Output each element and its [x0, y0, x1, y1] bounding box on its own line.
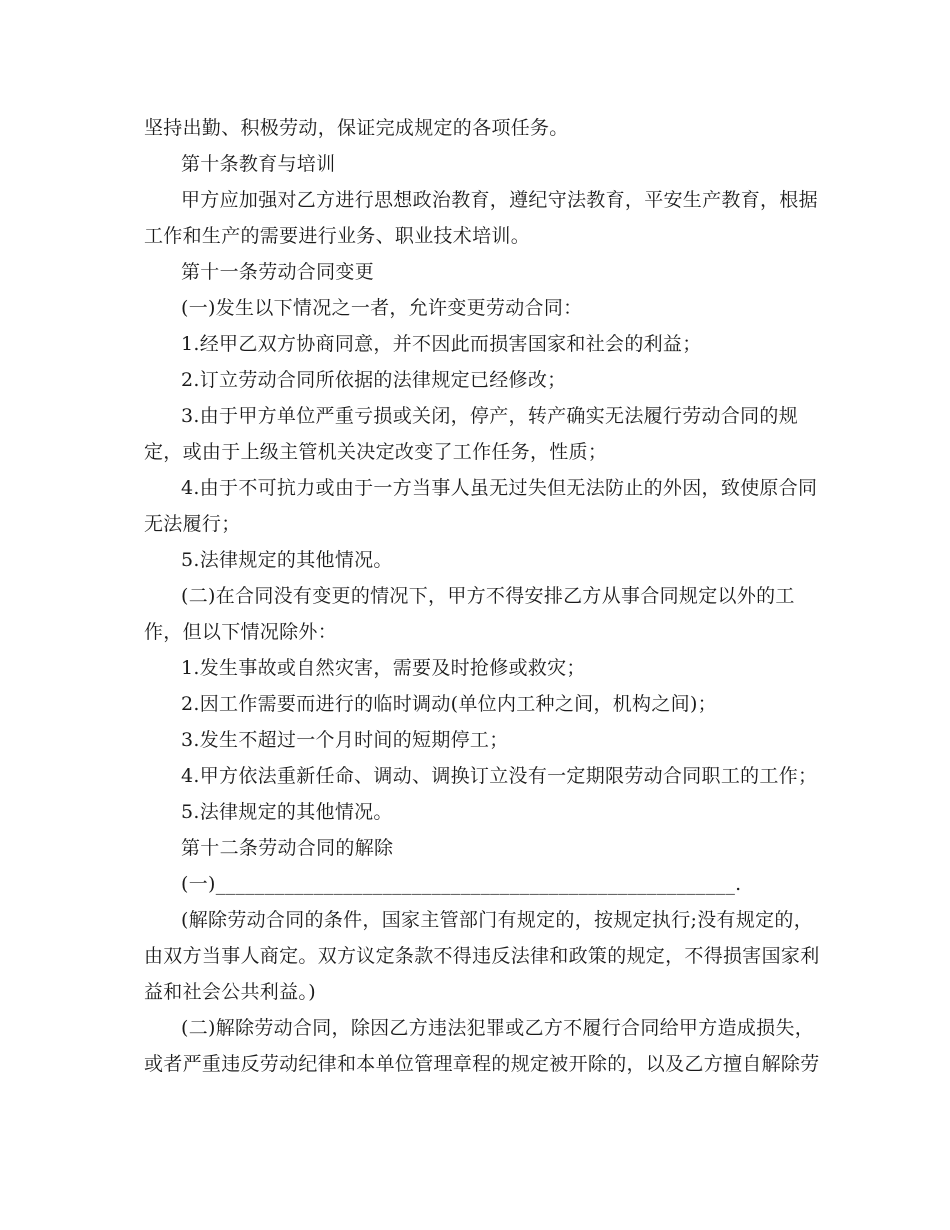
section-heading-11: 第十一条劳动合同变更 [181, 261, 375, 283]
text-line: 无法履行； [144, 513, 241, 535]
list-item: 3.由于甲方单位严重亏损或关闭，停产，转产确实无法履行劳动合同的规 [181, 405, 799, 427]
text-line: (二)在合同没有变更的情况下，甲方不得安排乙方从事合同规定以外的工 [181, 585, 795, 607]
text-line: 作，但以下情况除外： [144, 621, 338, 643]
text-line: (解除劳动合同的条件，国家主管部门有规定的，按规定执行;没有规定的， [181, 909, 814, 931]
text-line: 甲方应加强对乙方进行思想政治教育，遵纪守法教育，平安生产教育，根据 [181, 189, 818, 211]
text-line: 工作和生产的需要进行业务、职业技术培训。 [144, 225, 531, 247]
list-item: 1.发生事故或自然灾害，需要及时抢修或救灾； [181, 657, 586, 679]
section-heading-12: 第十二条劳动合同的解除 [181, 837, 394, 859]
list-item: 2.订立劳动合同所依据的法律规定已经修改； [181, 369, 567, 391]
text-line: 定，或由于上级主管机关决定改变了工作任务，性质； [144, 441, 608, 463]
section-heading-10: 第十条教育与培训 [181, 153, 336, 175]
list-item: 5.法律规定的其他情况。 [181, 801, 393, 823]
list-item: 4.甲方依法重新任命、调动、调换订立没有一定期限劳动合同职工的工作； [181, 765, 818, 787]
list-item: 1.经甲乙双方协商同意，并不因此而损害国家和社会的利益； [181, 333, 702, 355]
list-item: 4.由于不可抗力或由于一方当事人虽无过失但无法防止的外因，致使原合同 [181, 477, 818, 499]
text-line: 或者严重违反劳动纪律和本单位管理章程的规定被开除的，以及乙方擅自解除劳 [144, 1053, 820, 1075]
text-line: 由双方当事人商定。双方议定条款不得违反法律和政策的规定，不得损害国家利 [144, 945, 820, 967]
blank-clause-line: (一)_____________________________________________________. [181, 873, 742, 895]
text-line: 坚持出勤、积极劳动，保证完成规定的各项任务。 [144, 117, 569, 139]
list-item: 2.因工作需要而进行的临时调动(单位内工种之间，机构之间)； [181, 693, 717, 715]
list-item: 5.法律规定的其他情况。 [181, 549, 393, 571]
list-item: 3.发生不超过一个月时间的短期停工； [181, 729, 509, 751]
text-line: (二)解除劳动合同，除因乙方违法犯罪或乙方不履行合同给甲方造成损失， [181, 1017, 815, 1039]
text-line: (一)发生以下情况之一者，允许变更劳动合同： [181, 297, 583, 319]
text-line: 益和社会公共利益。) [144, 981, 316, 1003]
